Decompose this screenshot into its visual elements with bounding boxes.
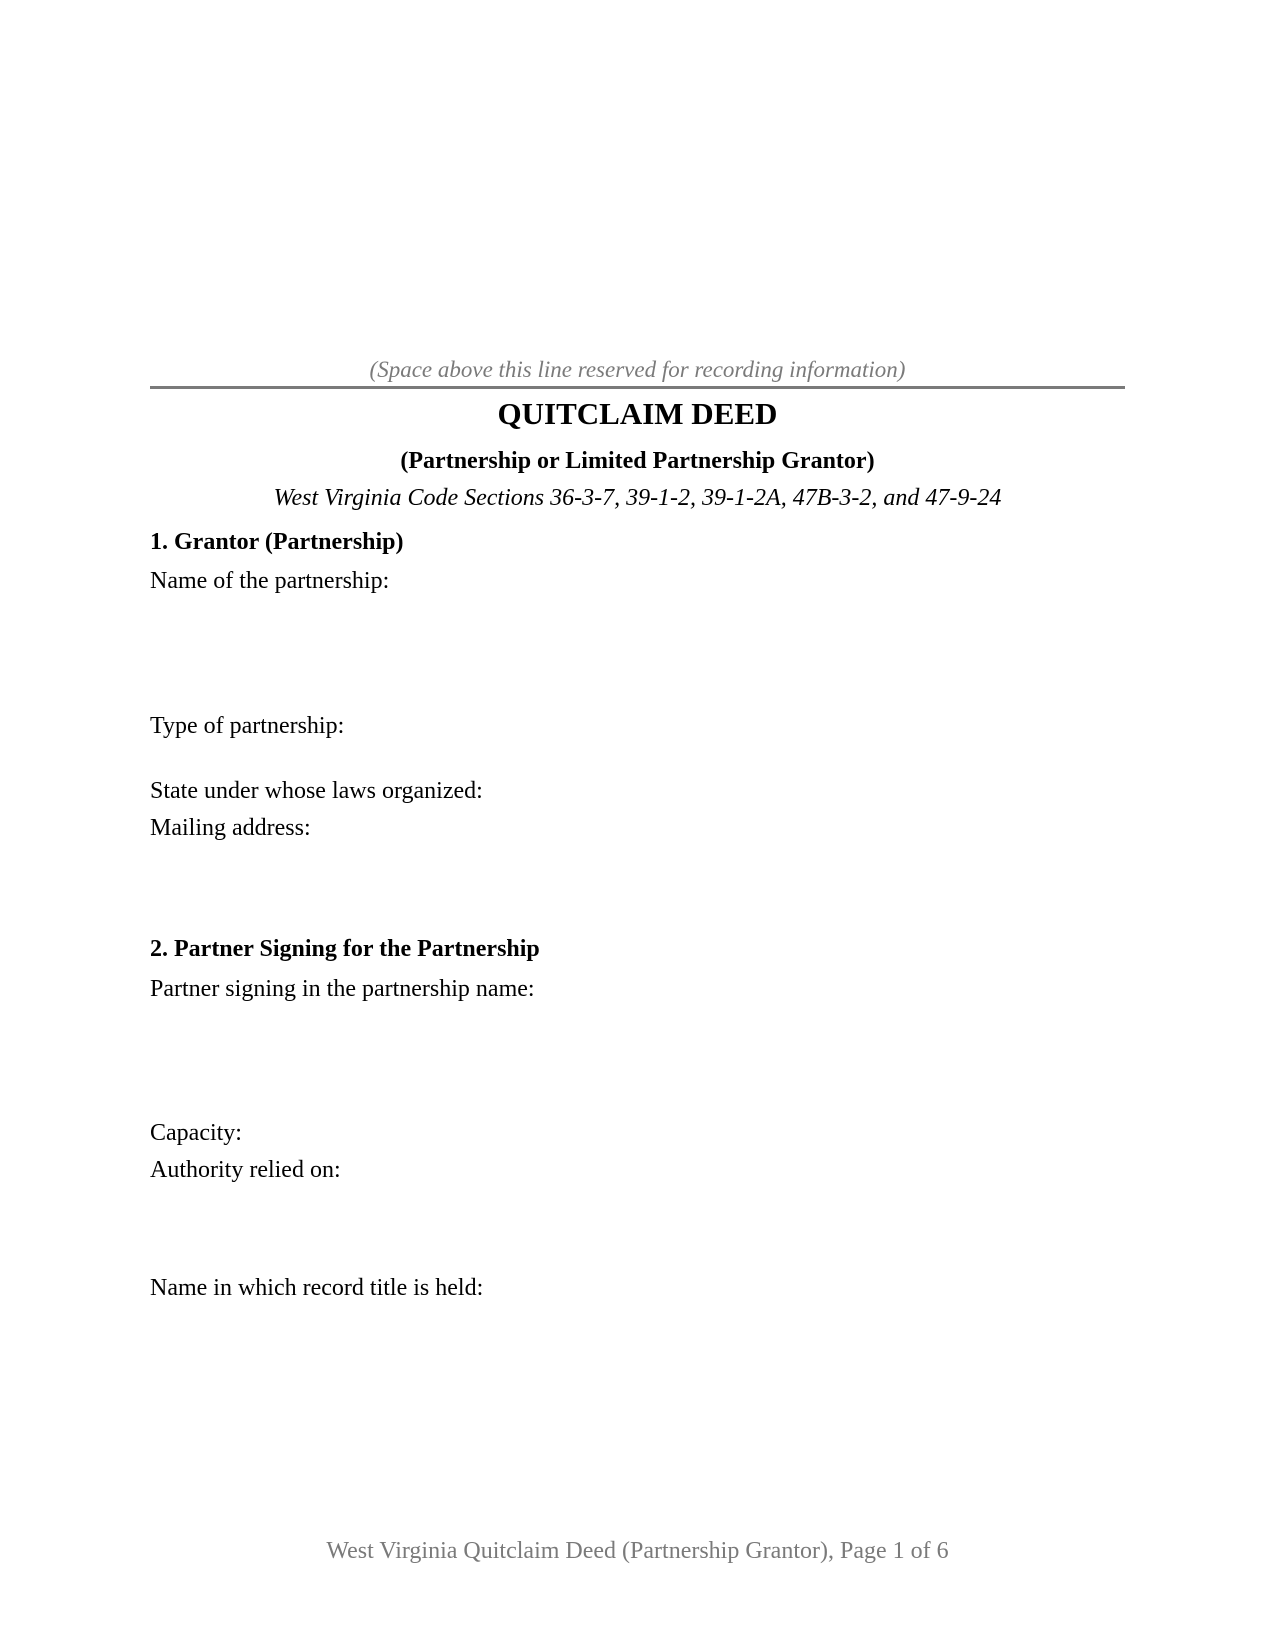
document-subtitle: (Partnership or Limited Partnership Grantor) <box>400 448 875 474</box>
section-1-heading: 1. Grantor (Partnership) <box>150 529 404 555</box>
authority-label: Authority relied on: <box>150 1157 341 1183</box>
section-2-heading: 2. Partner Signing for the Partnership <box>150 936 540 962</box>
signing-partner-label: Partner signing in the partnership name: <box>150 976 535 1002</box>
code-reference: West Virginia Code Sections 36-3-7, 39-1-2, 39-1-2A, 47B-3-2, and 47-9-24 <box>273 485 1002 511</box>
page-footer: West Virginia Quitclaim Deed (Partnership Grantor), Page 1 of 6 <box>326 1538 949 1564</box>
record-title-name-label: Name in which record title is held: <box>150 1275 484 1301</box>
recording-divider-line <box>150 386 1125 389</box>
organizing-state-label: State under whose laws organized: <box>150 778 483 804</box>
document-title: QUITCLAIM DEED <box>497 396 778 431</box>
partnership-type-label: Type of partnership: <box>150 713 345 739</box>
capacity-label: Capacity: <box>150 1120 242 1146</box>
recording-reserved-note: (Space above this line reserved for recording information) <box>369 357 906 382</box>
partnership-name-label: Name of the partnership: <box>150 568 390 594</box>
mailing-address-label: Mailing address: <box>150 815 311 841</box>
